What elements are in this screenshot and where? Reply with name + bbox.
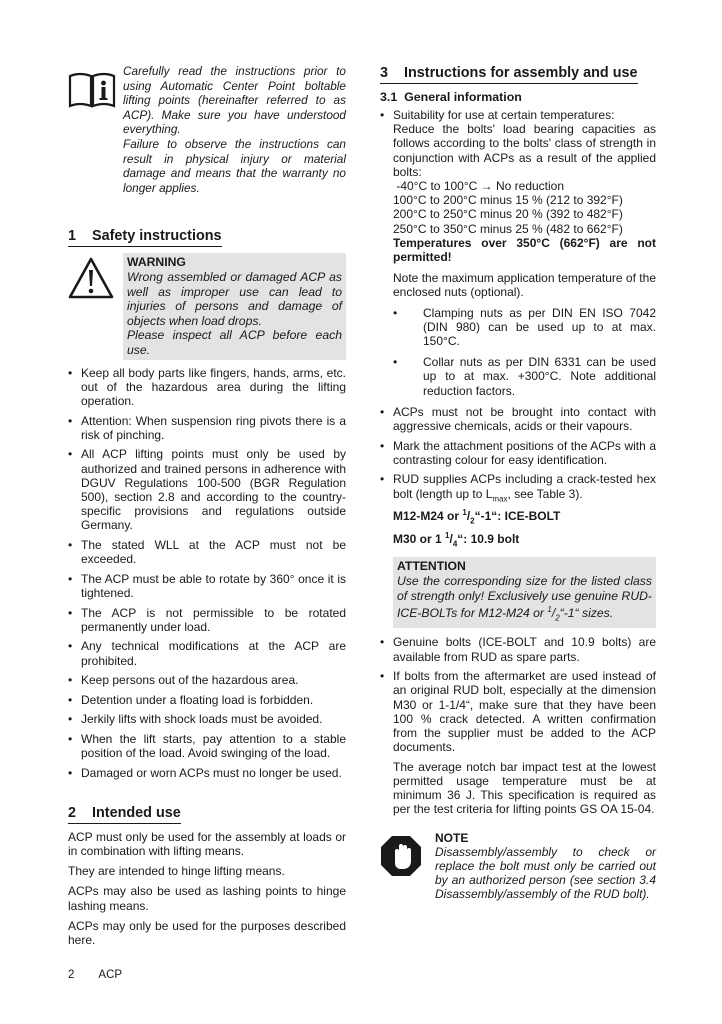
page-footer — [68, 969, 146, 981]
temperature-line: -40°C to 100°C → No reduction — [393, 179, 565, 194]
rud-sub: max — [492, 494, 508, 504]
rud-tail: , see Table 3). — [507, 486, 583, 501]
intended-use-paragraph: ACPs may only be used for the purposes described here. — [68, 918, 346, 948]
section-1-heading — [68, 227, 346, 247]
warning-text: Wrong assembled or damaged ACP as well as improper use can lead to injuries of persons and damage of objects when load drops. — [127, 269, 342, 328]
section-title: Instructions for assembly and use — [404, 65, 638, 81]
warning-title: WARNING — [127, 255, 186, 270]
section-title: Intended use — [92, 804, 181, 821]
warning-text-2: Please inspect all ACP before each use. — [127, 328, 342, 357]
intended-use-paragraph: ACP must only be used for the assembly at loads or in combination with lifting means. — [68, 829, 346, 859]
general-bullet-list — [380, 405, 656, 552]
section-title: Safety instructions — [92, 228, 222, 245]
nuts-note: Note the maximum application temperature of the enclosed nuts (optional). — [393, 271, 656, 300]
subsection-number: 3.1 — [380, 90, 398, 104]
intended-use-paragraph: ACPs may also be used as lashing points to hinge lashing means. — [68, 884, 346, 913]
hand-stop-icon — [380, 835, 422, 877]
safety-bullet-list — [68, 366, 346, 780]
list-item: • When the lift starts, pay attention to a stable position of the load. Avoid swinging of the load. — [68, 732, 346, 760]
section-number: 3 — [380, 65, 389, 81]
section-2-heading — [68, 804, 346, 824]
temperature-line: 200°C to 250°C minus 20 % (392 to 482°F) — [393, 207, 623, 222]
instruction-book-icon — [68, 70, 116, 108]
rud-text: RUD supplies ACPs including a crack-tested hex bolt (length up to L — [393, 472, 656, 501]
list-item: • Collar nuts as per DIN 6331 can be used up to at max. +300°C. Note additional reduction factors. — [393, 355, 656, 398]
note-title: NOTE — [435, 830, 469, 845]
attention-title: ATTENTION — [397, 559, 466, 574]
warning-block — [68, 253, 346, 359]
section-number: 2 — [68, 804, 77, 821]
temperature-list — [380, 108, 656, 398]
bolts-bullet-list — [380, 635, 656, 754]
list-item: • Genuine bolts (ICE-BOLT and 10.9 bolts) are available from RUD as spare parts. — [380, 635, 656, 663]
list-item: • Keep all body parts like fingers, hands, arms, etc. out of the hazardous area during the lifting operation. — [68, 366, 346, 409]
section-number: 1 — [68, 228, 77, 245]
list-item: • The ACP must be able to rotate by 360° once it is tightened. — [68, 572, 346, 600]
left-column — [68, 64, 346, 953]
page-number: 2 — [68, 969, 75, 981]
intro-paragraph-1: Carefully read the instructions prior to using Automatic Center Point boltable lifting points (hereinafter referred to as ACP). Make sure you have understood everything. — [123, 64, 346, 137]
notch-paragraph: The average notch bar impact test at the lowest permitted usage temperature must be at minimum 36 J. This specification is required as per the test criteria for lifting points GS OA 15-04. — [393, 759, 656, 817]
right-column — [380, 64, 656, 902]
nuts-sub-list — [393, 306, 656, 398]
list-item: • Clamping nuts as per DIN EN ISO 7042 (DIN 980) can be used up to at max. 150°C. — [393, 306, 656, 349]
list-item: • Jerkily lifts with shock loads must be avoided. — [68, 712, 346, 726]
list-item — [380, 108, 656, 398]
intended-use-paragraph: They are intended to hinge lifting means. — [68, 864, 285, 879]
list-item: • Attention: When suspension ring pivots there is a risk of pinching. — [68, 414, 346, 442]
list-item: • Detention under a floating load is forbidden. — [68, 693, 346, 707]
note-block — [380, 831, 656, 902]
temperature-limit: Temperatures over 350°C (662°F) are not permitted! — [393, 235, 656, 265]
attention-box — [393, 557, 656, 628]
list-item: • The stated WLL at the ACP must not be exceeded. — [68, 538, 346, 566]
bolt-spec-2: M30 or 1 $^1/_4“$: 10.9 bolt — [393, 530, 520, 549]
list-item: • Mark the attachment positions of the ACPs with a contrasting colour for easy identification. — [380, 439, 656, 467]
warning-triangle-icon — [68, 257, 114, 299]
list-item: • Any technical modifications at the ACP are prohibited. — [68, 639, 346, 667]
bolt-spec-1: M12-M24 or $^1/_2“-1“$: ICE-BOLT — [393, 508, 561, 526]
attention-text: Use the corresponding size for the listed class of strength only! Exclusively use genuine RUD-ICE-BOLTs for M12-M24 or $^1/_2“-1“$ sizes. — [397, 574, 652, 623]
footer-label: ACP — [98, 969, 123, 981]
list-item: • If bolts from the aftermarket are used instead of an original RUD bolt, especially at the dimension M30 or 1-1/4“, make sure that they have been 100 % crack detected. A written confirmation from the supplier must be added to the ACP documents. — [380, 669, 656, 754]
list-item — [380, 472, 656, 551]
temperature-line: 100°C to 200°C minus 15 % (212 to 392°F) — [393, 193, 623, 208]
list-item: • All ACP lifting points must only be used by authorized and trained persons in adherence with DGUV Regulations 100-500 (BGR Regulation 500), section 2.8 and according to the country-specific provisions and regulations outside Germany. — [68, 447, 346, 532]
list-item: • ACPs must not be brought into contact with aggressive chemicals, acids or their vapours. — [380, 405, 656, 433]
note-text: Disassembly/assembly to check or replace the bolt must only be carried out by an authorized person (see section 3.4 Disassembly/assembly of the RUD bolt). — [435, 844, 656, 902]
subsection-title: General information — [404, 90, 522, 104]
subsection-heading — [380, 90, 656, 104]
list-item: • Keep persons out of the hazardous area. — [68, 673, 346, 687]
warning-box — [123, 253, 346, 359]
temperature-intro: Suitability for use at certain temperatures: — [393, 108, 615, 122]
list-item: • The ACP is not permissible to be rotated permanently under load. — [68, 606, 346, 634]
section-3-heading — [380, 64, 656, 84]
temperature-desc: Reduce the bolts' load bearing capacities as follows according to the bolts' class of strength in conjunction with ACPs as a result of the applied bolts: — [393, 122, 656, 179]
list-item: • Damaged or worn ACPs must no longer be used. — [68, 766, 346, 780]
intro-paragraph-2: Failure to observe the instructions can result in physical injury or material damage and means that the warranty no longer applies. — [123, 136, 346, 195]
temperature-line: 250°C to 350°C minus 25 % (482 to 662°F) — [393, 221, 623, 236]
intro-block — [68, 64, 346, 195]
